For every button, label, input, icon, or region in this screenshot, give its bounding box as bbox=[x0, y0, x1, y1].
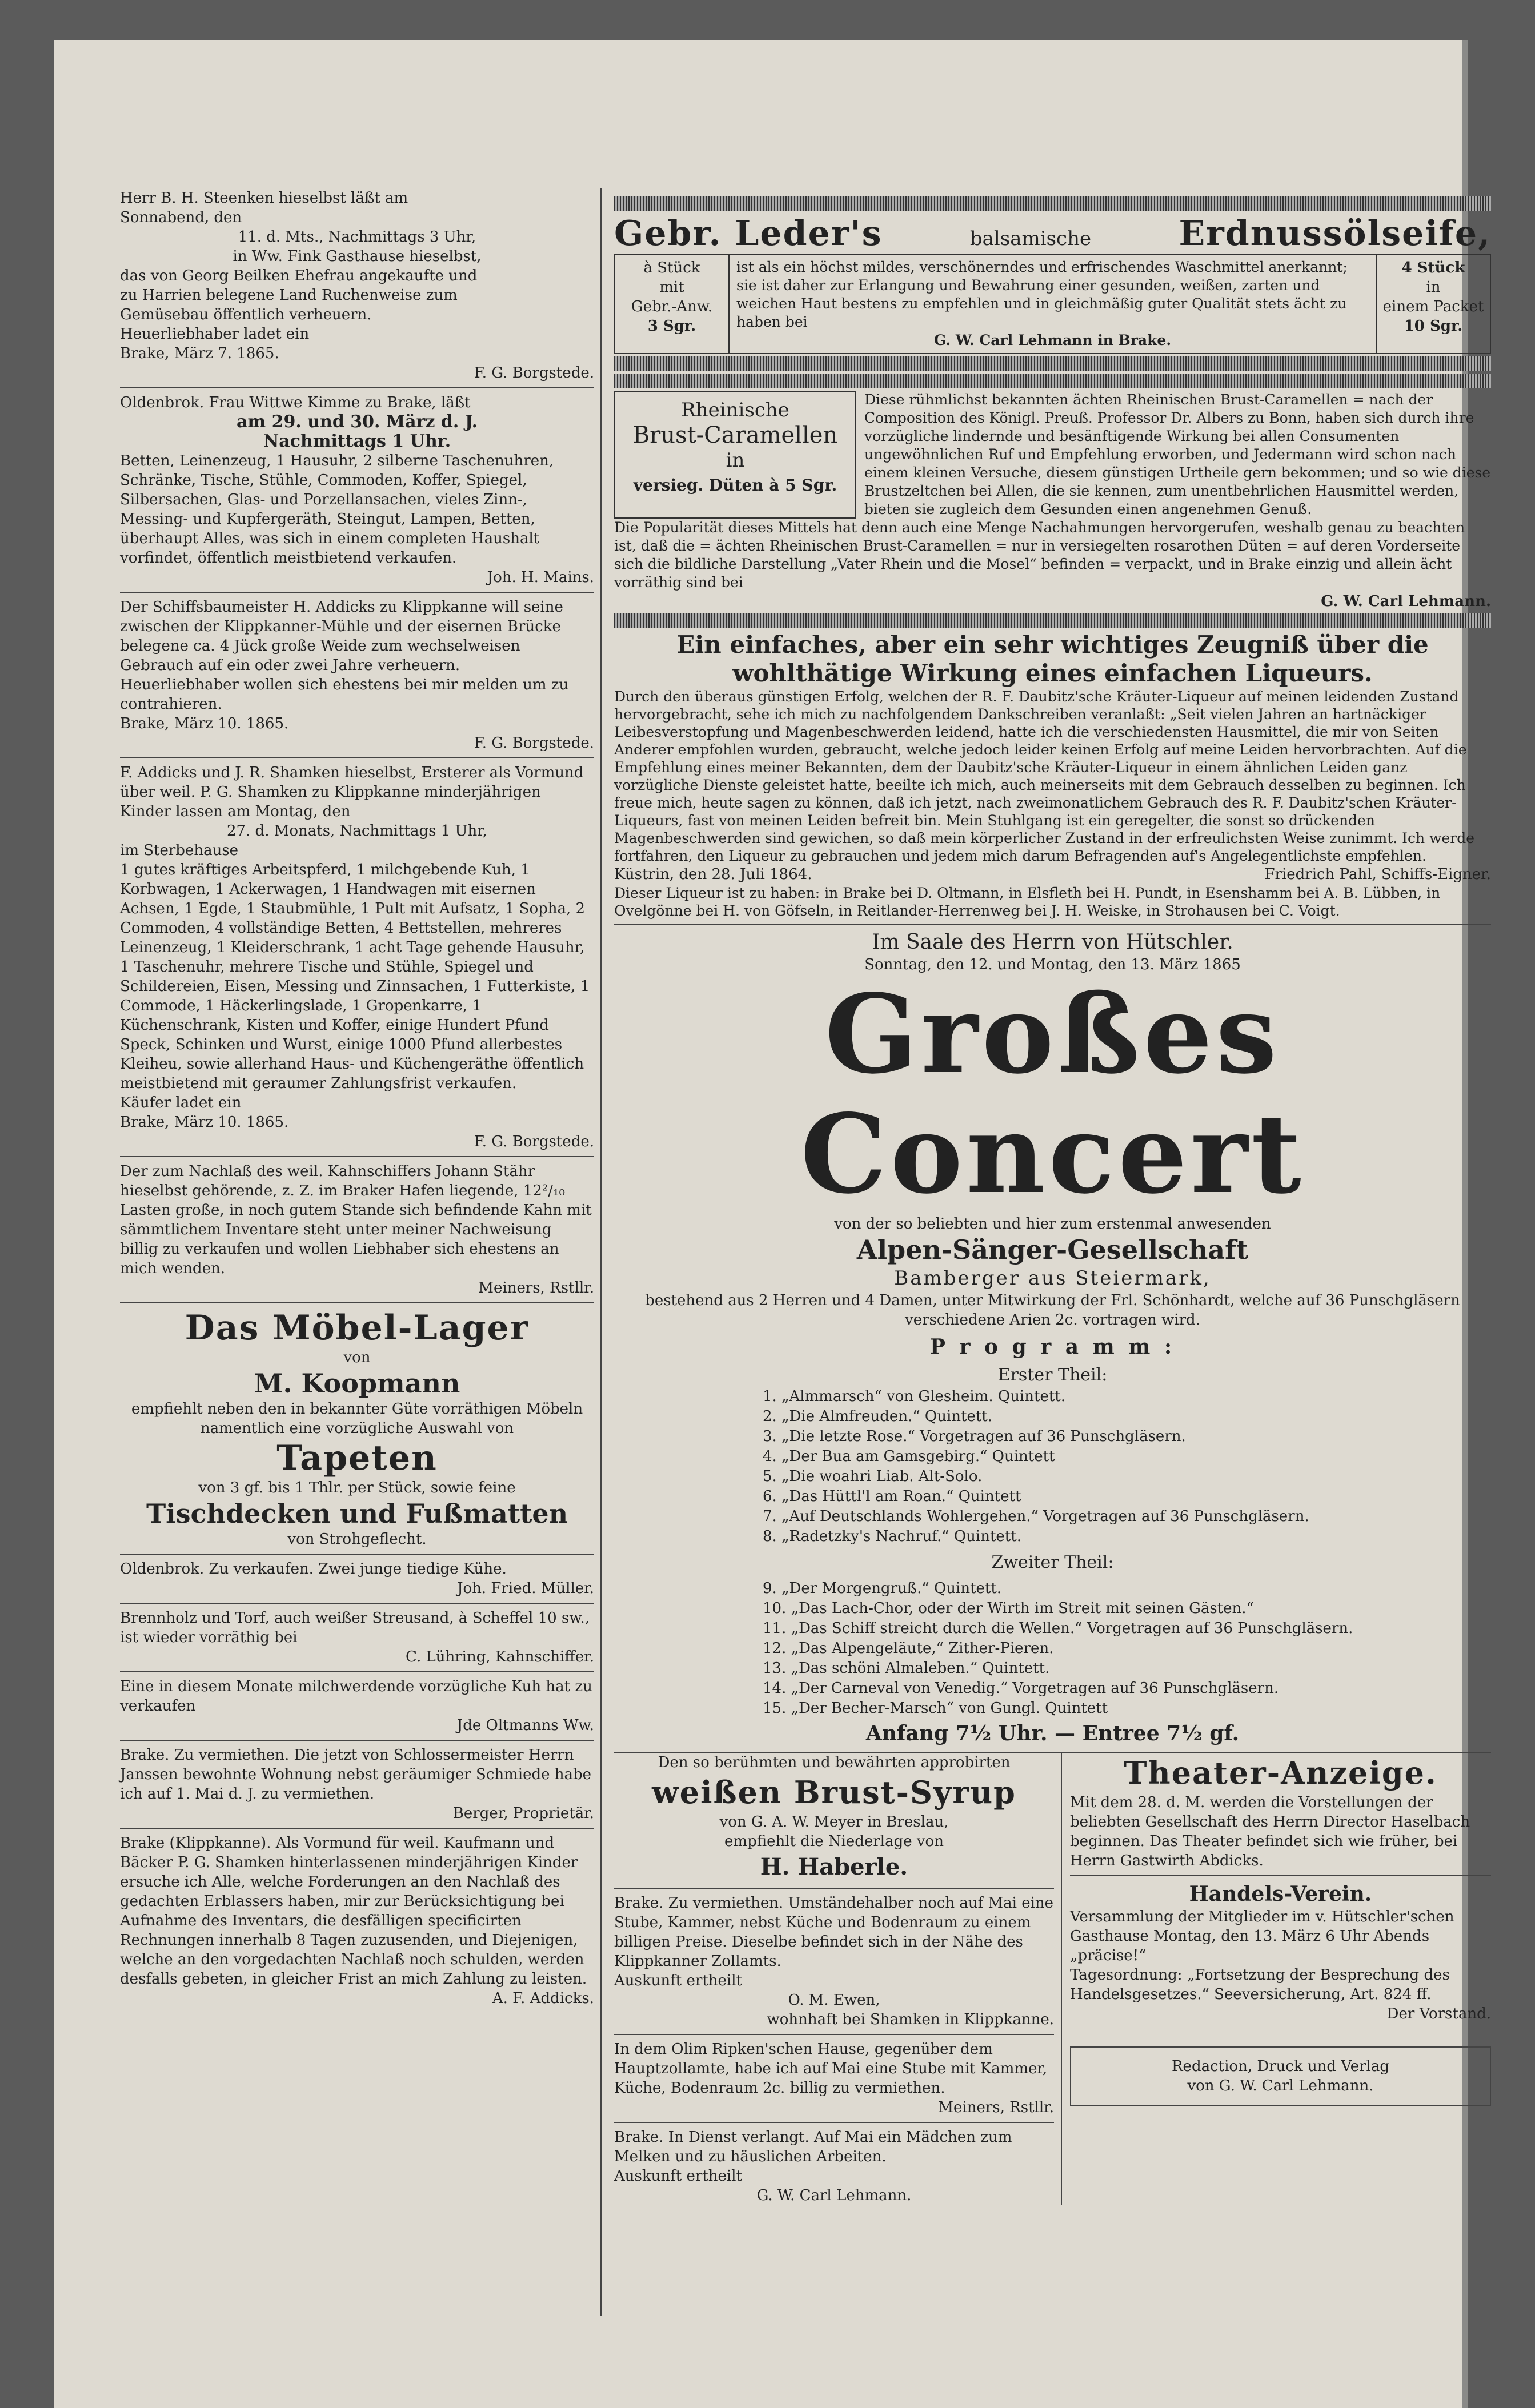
box-line: 10 Sgr. bbox=[1404, 318, 1463, 335]
program-item: 14. „Der Carneval von Venedig.“ Vorgetragen auf 36 Punschgläsern. bbox=[763, 1680, 1279, 1697]
program-item: 2. „Die Almfreuden.“ Quintett. bbox=[763, 1408, 992, 1425]
ad-body: Der Schiffsbaumeister H. Addicks zu Klippkanne will seine zwischen der Klippkanner-Mühle und der eisernen Brücke belegene ca. 4 Jück große Weide zum wechselweisen Gebrauch auf ein oder zwei Jahre verheuern. bbox=[120, 599, 563, 674]
ad-body: Versammlung der Mitglieder im v. Hütschler'schen Gasthause Montag, den 13. März 6 Uhr Abends „präcise!“ bbox=[1070, 1908, 1454, 1964]
concert-part1-title: Erster Theil: bbox=[997, 1365, 1108, 1385]
caramellen-box bbox=[614, 391, 856, 519]
ad-dienst bbox=[614, 2128, 1054, 2205]
ad-signature: F. G. Borgstede. bbox=[474, 364, 594, 382]
ad-title: Das Möbel-Lager bbox=[185, 1308, 530, 1348]
ad-signature: Berger, Proprietär. bbox=[452, 1805, 594, 1822]
ad-body: Betten, Leinenzeug, 1 Hausuhr, 2 silberne Taschenuhren, Schränke, Tische, Stühle, Commoden, Koffer, Spiegel, Silbersachen, Glas- und Porzellansachen, vieles Zinn-, Messing- und Kupfergeräth, Steingut, Lampen, Betten, überhaupt Alles, was sich in einem completen Haushalt vorfindet, öffentlich meistbietend verkaufen. bbox=[120, 452, 554, 567]
concert-line: von der so beliebten und hier zum erstenmal anwesenden bbox=[834, 1215, 1271, 1233]
ad-body: Brake. Zu vermiethen. Umständehalber noch auf Mai eine Stube, Kammer, nebst Küche und Bodenraum zu einem billigen Preise. Dieselbe befindet sich in der Nähe des Klippkanner Zollamts. bbox=[614, 1895, 1054, 1970]
box-line: 3 Sgr. bbox=[647, 318, 696, 335]
left-column bbox=[120, 188, 594, 2008]
column-divider bbox=[600, 188, 602, 2316]
leder-subtitle: balsamische bbox=[969, 227, 1092, 250]
leder-price-box-left bbox=[615, 255, 730, 353]
concert-venue: Im Saale des Herrn von Hütschler. bbox=[872, 930, 1233, 954]
bottom-right bbox=[1062, 1753, 1491, 2205]
ad-signature: wohnhaft bei Shamken in Klippkanne. bbox=[767, 2011, 1054, 2028]
leder-seller: G. W. Carl Lehmann in Brake. bbox=[933, 332, 1172, 348]
program-item: 4. „Der Bua am Gamsgebirg.“ Quintett bbox=[763, 1448, 1055, 1465]
ad-line: von 3 gf. bis 1 Thlr. per Stück, sowie feine bbox=[198, 1479, 516, 1496]
ad-separator bbox=[120, 1156, 594, 1157]
box-line: mit bbox=[659, 279, 684, 296]
ad-body: Die Popularität dieses Mittels hat denn auch eine Menge Nachahmungen hervorgerufen, weshalb genau zu beachten ist, daß die = ächten Rheinischen Brust-Caramellen = nur in versiegelten rosarothen Düten = auf deren Vorderseite sich die bildliche Darstellung „Vater Rhein und die Mosel“ befinden = verpackt, und in Brake einzig und allein ächt vorräthig sind bei bbox=[614, 519, 1465, 591]
caramellen-body: Diese rühmlichst bekannten ächten Rheinischen Brust-Caramellen = nach der Composition des Königl. Preuß. Professor Dr. Albers zu Bonn, haben sich durch ihre vorzügliche lindernde und besänftigende Wirkung bei allen Consumenten ungewöhnlichen Ruf und Empfehlung erworben, und Jedermann wird schon nach einem kleinen Versuche, diesem günstigen Urtheile gern bekommen; und so wie diese Brustzeltchen bei Allen, die sie kennen, zum unentbehrlichen Hausmittel werden, bieten sie zugleich dem Gesunden einen angenehmen Genuß. bbox=[864, 391, 1491, 517]
ad-separator bbox=[614, 2034, 1054, 2035]
ad-signature: O. M. Ewen, bbox=[788, 1992, 880, 2009]
ad-signature: G. W. Carl Lehmann. bbox=[756, 2187, 912, 2204]
ad-signature: G. W. Carl Lehmann. bbox=[1321, 593, 1491, 610]
ad-leder-body bbox=[614, 254, 1491, 354]
program-item: 7. „Auf Deutschlands Wohlergehen.“ Vorgetragen auf 36 Punschgläsern. bbox=[763, 1508, 1309, 1525]
ad-body: Brake. Zu vermiethen. Die jetzt von Schlossermeister Herrn Janssen bewohnte Wohnung nebst geräumiger Schmiede habe ich auf 1. Mai d. J. zu vermiethen. bbox=[120, 1747, 592, 1803]
ad-signature: Der Vorstand. bbox=[1386, 2005, 1491, 2022]
ad-signature: Jde Oltmanns Ww. bbox=[456, 1717, 594, 1734]
box-line: à Stück bbox=[643, 259, 700, 276]
ad-body: Heuerliebhaber wollen sich ehestens bei mir melden um zu contrahieren. bbox=[120, 676, 569, 713]
ad-separator bbox=[120, 757, 594, 758]
ad-signature: C. Lühring, Kahnschiffer. bbox=[406, 1648, 594, 1665]
ad-signature: A. F. Addicks. bbox=[492, 1990, 594, 2007]
ad-separator bbox=[120, 1603, 594, 1604]
ad-line: empfiehlt die Niederlage von bbox=[724, 1833, 944, 1850]
ad-syrup bbox=[614, 1753, 1054, 1883]
ad-line: zu Harrien belegene Land Ruchenweise zum bbox=[120, 287, 458, 304]
ad-body: Käufer ladet ein bbox=[120, 1094, 242, 1111]
ad-body: Brennholz und Torf, auch weißer Streusand, à Scheffel 10 sw., ist wieder vorräthig bei bbox=[120, 1610, 590, 1646]
ad-body: Durch den überaus günstigen Erfolg, welchen der R. F. Daubitz'sche Kräuter-Liqueur auf meinen leidenden Zustand hervorgebracht, sehe ich mich zu nachfolgendem Dankschreiben veranlaßt: „Seit vielen Jahren an hartnäckiger Leibesverstopfung und Magenbeschwerden leidend, hatte ich die verschiedensten Hausmittel, die mir von Seiten Anderer empfohlen wurden, gebraucht, welche jedoch leider keinen Erfolg auf meine Leiden hervorbrachten. Auf die Empfehlung eines meiner Bekannten, dem der Daubitz'sche Kräuter-Liqueur in einem ähnlichen Leiden ganz vorzügliche Dienste geleistet hatte, beeilte ich mich, auch meinerseits mit dem Gebrauch desselben zu beginnen. Ich freue mich, heute sagen zu können, daß ich jetzt, nach zweimonatlichem Gebrauch des R. F. Daubitz'schen Kräuter-Liqueurs, fast von meinen Leiden befreit bin. Mein Stuhlgang ist ein geregelter, die sonst so drückenden Magenbeschwerden sind gewichen, so daß mein körperlicher Zustand in der erfreulichsten Weise zunimmt. Ich werde fortfahren, den Liqueur zu gebrauchen und jedem mich darum Befragenden auf's Angelegentlichste empfehlen. bbox=[614, 688, 1475, 864]
ad-tapeten: Tapeten bbox=[276, 1438, 438, 1478]
ad-body: F. Addicks und J. R. Shamken hieselbst, Ersterer als Vormund über weil. P. G. Shamken zu Klippkanne minderjährigen Kinder lassen am Montag, den bbox=[120, 764, 584, 820]
ad-line: Brake, März 7. 1865. bbox=[120, 345, 279, 362]
ad-title: weißen Brust-Syrup bbox=[652, 1774, 1016, 1811]
ad-addicks-weide bbox=[120, 597, 594, 753]
bottom-left bbox=[614, 1753, 1062, 2205]
box-line: einem Packet bbox=[1382, 298, 1484, 315]
ad-moebel-lager bbox=[120, 1308, 594, 1549]
ad-separator bbox=[120, 1828, 594, 1829]
ad-intro: Oldenbrok. Frau Wittwe Kimme zu Brake, läßt bbox=[120, 394, 471, 411]
ad-signature: F. G. Borgstede. bbox=[474, 735, 594, 752]
ad-seller: H. Haberle. bbox=[760, 1853, 908, 1880]
ad-mueller bbox=[120, 1559, 594, 1598]
ad-line: das von Georg Beilken Ehefrau angekaufte und bbox=[120, 267, 478, 284]
ad-berger bbox=[120, 1745, 594, 1823]
concert-footer: Anfang 7½ Uhr. — Entree 7½ gf. bbox=[865, 1721, 1240, 1745]
ad-date: Brake, März 10. 1865. bbox=[120, 1114, 289, 1131]
ad-separator bbox=[120, 1671, 594, 1672]
bottom-split bbox=[614, 1752, 1491, 2205]
ad-body: Mit dem 28. d. M. werden die Vorstellungen der beliebten Gesellschaft des Herrn Director Haselbach beginnen. Das Theater befindet sich wie früher, bei Herrn Gastwirth Abdicks. bbox=[1070, 1794, 1470, 1869]
hatch-rule bbox=[614, 196, 1491, 211]
ad-separator bbox=[120, 1740, 594, 1741]
ad-separator bbox=[614, 924, 1491, 925]
concert-dates: Sonntag, den 12. und Montag, den 13. März 1865 bbox=[864, 956, 1241, 973]
box-line: versieg. Düten à 5 Sgr. bbox=[633, 476, 837, 495]
ad-line: Sonnabend, den bbox=[120, 209, 242, 226]
ad-addicks-nachlass bbox=[120, 1833, 594, 2008]
ad-separator bbox=[1070, 1875, 1491, 1876]
caramellen-more bbox=[614, 519, 1491, 611]
ad-body: In dem Olim Ripken'schen Hause, gegenüber dem Hauptzollamte, habe ich auf Mai eine Stube mit Kammer, Küche, Bodenraum 2c. billig zu vermiethen. bbox=[614, 2041, 1048, 2097]
ad-body: Brake. In Dienst verlangt. Auf Mai ein Mädchen zum Melken und zu häuslichen Arbeiten. bbox=[614, 2129, 1012, 2165]
ad-oltmanns bbox=[120, 1677, 594, 1735]
ad-title: Theater-Anzeige. bbox=[1124, 1755, 1437, 1791]
ad-body: Auskunft ertheilt bbox=[614, 1972, 742, 1989]
ad-body: Der zum Nachlaß des weil. Kahnschiffers Johann Stähr hieselbst gehörende, z. Z. im Braker Hafen liegende, 12²/₁₀ Lasten große, in noch gutem Stande sich befindende Kahn mit sämmtlichem Inventare steht unter meiner Nachweisung billig zu verkaufen und wollen Liebhaber sich ehestens an mich wenden. bbox=[120, 1163, 592, 1277]
ad-separator bbox=[614, 2122, 1054, 2123]
ad-body: empfiehlt neben den in bekannter Güte vorräthigen Möbeln namentlich eine vorzügliche Auswahl von bbox=[131, 1400, 583, 1437]
hatch-rule bbox=[614, 356, 1491, 371]
imprint-line: Redaction, Druck und Verlag bbox=[1171, 2058, 1390, 2075]
ad-steenken bbox=[120, 188, 594, 383]
leder-product: Erdnussölseife, bbox=[1179, 214, 1491, 254]
ad-body: Dieser Liqueur ist zu haben: in Brake bei D. Oltmann, in Elsfleth bei H. Pundt, in Esenshamm bei A. B. Lübben, in Ovelgönne bei H. von Göfseln, in Reitlander-Herrenweg bei J. H. Weiske, in Strohausen bei C. Voigt. bbox=[614, 885, 1441, 919]
ad-ripken bbox=[614, 2040, 1054, 2117]
ad-body: Tagesordnung: „Fortsetzung der Besprechung des Handelsgesetzes.“ Seeversicherung, Art. 824 ff. bbox=[1070, 1966, 1450, 2003]
concert-part1-list bbox=[614, 1387, 1491, 1547]
program-item: 3. „Die letzte Rose.“ Vorgetragen auf 36 Punschgläsern. bbox=[763, 1428, 1186, 1445]
ad-body: Oldenbrok. Zu verkaufen. Zwei junge tiedige Kühe. bbox=[120, 1560, 507, 1578]
program-item: 13. „Das schöni Almaleben.“ Quintett. bbox=[763, 1660, 1050, 1677]
ad-ewen bbox=[614, 1893, 1054, 2029]
box-line: in bbox=[1426, 279, 1441, 296]
program-item: 6. „Das Hüttl'l am Roan.“ Quintett bbox=[763, 1488, 1021, 1505]
ad-separator bbox=[120, 387, 594, 388]
ad-signature: Meiners, Rstllr. bbox=[938, 2099, 1054, 2116]
ad-separator bbox=[614, 1888, 1054, 1889]
ad-line: 11. d. Mts., Nachmittags 3 Uhr, bbox=[238, 228, 476, 246]
ad-date: am 29. und 30. März d. J. bbox=[236, 412, 478, 432]
concert-part2-title: Zweiter Theil: bbox=[991, 1552, 1114, 1572]
ad-stahr bbox=[120, 1162, 594, 1298]
concert-title: Großes Concert bbox=[800, 970, 1305, 1218]
ad-line: in Ww. Fink Gasthause hieselbst, bbox=[233, 248, 482, 265]
concert-details: bestehend aus 2 Herren und 4 Damen, unter Mitwirkung der Frl. Schönhardt, welche auf 36 Punschgläsern verschiedene Arien 2c. vortragen wird. bbox=[645, 1292, 1460, 1329]
ad-date: Brake, März 10. 1865. bbox=[120, 715, 289, 732]
ad-title: Handels-Verein. bbox=[1189, 1882, 1372, 1906]
ad-place: im Sterbehause bbox=[120, 842, 239, 859]
ad-time: Nachmittags 1 Uhr. bbox=[263, 431, 451, 451]
program-item: 5. „Die woahri Liab. Alt-Solo. bbox=[763, 1468, 983, 1485]
program-item: 8. „Radetzky's Nachruf.“ Quintett. bbox=[763, 1528, 1021, 1545]
ad-intro: Den so berühmten und bewährten approbirten bbox=[658, 1754, 1011, 1771]
ad-leder-title bbox=[614, 214, 1491, 254]
program-item: 11. „Das Schiff streicht durch die Wellen.“ Vorgetragen auf 36 Punschgläsern. bbox=[763, 1620, 1353, 1637]
box-line: in bbox=[726, 449, 745, 472]
ad-caramellen bbox=[614, 391, 1491, 519]
ad-signature: Meiners, Rstllr. bbox=[478, 1279, 594, 1297]
ad-separator bbox=[120, 1554, 594, 1555]
ad-separator bbox=[120, 1302, 594, 1303]
imprint-box bbox=[1070, 2046, 1491, 2106]
concert-programm: P r o g r a m m : bbox=[929, 1335, 1176, 1359]
ad-signer: Friedrich Pahl, Schiffs-Eigner. bbox=[1264, 866, 1491, 883]
program-item: 15. „Der Becher-Marsch“ von Gungl. Quintett bbox=[763, 1700, 1108, 1717]
ad-name: M. Koopmann bbox=[254, 1368, 460, 1399]
ad-separator bbox=[120, 592, 594, 593]
program-item: 12. „Das Alpengeläute,“ Zither-Pieren. bbox=[763, 1640, 1054, 1657]
ad-maker: von G. A. W. Meyer in Breslau, bbox=[719, 1813, 949, 1831]
box-line: Rheinische bbox=[681, 399, 789, 422]
ad-body: Brake (Klippkanne). Als Vormund für weil. Kaufmann und Bäcker P. G. Shamken hinterlassenen minderjährigen Kinder ersuche ich Alle, welche Forderungen an den Nachlaß des gedachten Erblassers haben, mir zur Berücksichtigung bei Aufnahme des Inventars, die desfälligen specificirten Rechnungen innerhalb 8 Tagen zuzusenden, und Diejenigen, welche an den vorgedachten Nachlaß noch schulden, werden desfalls gebeten, in gleicher Frist an mich Zahlung zu leisten. bbox=[120, 1835, 587, 1988]
box-line: 4 Stück bbox=[1401, 259, 1465, 276]
leder-price-box-right bbox=[1376, 255, 1490, 353]
program-item: 9. „Der Morgengruß.“ Quintett. bbox=[763, 1580, 1002, 1597]
ad-line bbox=[614, 865, 1491, 884]
ad-date: 27. d. Monats, Nachmittags 1 Uhr, bbox=[226, 822, 488, 840]
right-column bbox=[614, 194, 1491, 2205]
ad-kimme bbox=[120, 393, 594, 587]
ad-signature: F. G. Borgstede. bbox=[474, 1133, 594, 1150]
ad-line: von Strohgeflecht. bbox=[287, 1531, 427, 1548]
ad-body: Auskunft ertheilt bbox=[614, 2168, 742, 2185]
ad-line: von bbox=[343, 1349, 371, 1366]
leder-text bbox=[730, 255, 1376, 353]
ad-signature: Joh. H. Mains. bbox=[487, 569, 594, 586]
ad-items: 1 gutes kräftiges Arbeitspferd, 1 milchgebende Kuh, 1 Korbwagen, 1 Ackerwagen, 1 Handwagen mit eisernen Achsen, 1 Egde, 1 Staubmühle, 1 Pult mit Aufsatz, 1 Sopha, 2 Commoden, 4 vollständige Betten, 4 Bettstellen, mehreres Leinenzeug, 1 Kleiderschrank, 1 acht Tage gehende Hausuhr, 1 Taschenuhr, mehrere Tische und Stühle, Spiegel und Schildereien, Eisen, Messing und Zinnsachen, 1 Futterkiste, 1 Commode, 1 Häckerlingslade, 1 Gropenkarre, 1 Küchenschrank, Kisten und Koffer, einige Hundert Pfund Speck, Schinken und Wurst, einige 1000 Pfund allerbestes Kleiheu, sowie allerhand Haus- und Küchengeräthe öffentlich meistbietend mit geraumer Zahlungsfrist verkaufen. bbox=[120, 861, 590, 1092]
ad-handelsverein bbox=[1070, 1881, 1491, 2024]
imprint-line: von G. W. Carl Lehmann. bbox=[1187, 2077, 1374, 2094]
ad-theater bbox=[1070, 1753, 1491, 1871]
ad-luehring bbox=[120, 1608, 594, 1667]
ad-title: Ein einfaches, aber ein sehr wichtiges Zeugniß über die wohlthätige Wirkung eines einfachen Liqueurs. bbox=[676, 631, 1429, 687]
leder-body: ist als ein höchst mildes, verschönerndes und erfrischendes Waschmittel anerkannt; sie ist daher zur Erlangung und Bewahrung einer gesunden, weißen, zarten und weichen Haut bestens zu empfehlen und in gleichmäßig guter Qualität stets ächt zu haben bei bbox=[736, 259, 1348, 330]
ad-shamken bbox=[120, 763, 594, 1151]
ad-body: Eine in diesem Monate milchwerdende vorzügliche Kuh hat zu verkaufen bbox=[120, 1678, 592, 1715]
concert-group: Alpen-Sänger-Gesellschaft bbox=[856, 1234, 1249, 1265]
leder-brand: Gebr. Leder's bbox=[614, 214, 883, 254]
concert-origin: Bamberger aus Steiermark, bbox=[894, 1267, 1211, 1290]
ad-zeugniss bbox=[614, 631, 1491, 920]
ad-concert bbox=[614, 930, 1491, 1387]
program-item: 10. „Das Lach-Chor, oder der Wirth im Streit mit seinen Gästen.“ bbox=[763, 1600, 1254, 1617]
ad-line: Heuerliebhaber ladet ein bbox=[120, 326, 310, 343]
box-line: Gebr.-Anw. bbox=[631, 298, 713, 315]
hatch-rule bbox=[614, 374, 1491, 388]
ad-line: Gemüsebau öffentlich verheuern. bbox=[120, 306, 372, 323]
concert-part2-list bbox=[614, 1579, 1491, 1719]
ad-place-date: Küstrin, den 28. Juli 1864. bbox=[614, 866, 812, 883]
ad-tischdecken: Tischdecken und Fußmatten bbox=[146, 1498, 568, 1529]
ad-signature: Joh. Fried. Müller. bbox=[457, 1580, 594, 1597]
ad-line: Herr B. H. Steenken hieselbst läßt am bbox=[120, 190, 408, 207]
box-line: Brust-Caramellen bbox=[632, 422, 838, 448]
hatch-rule bbox=[614, 613, 1491, 628]
program-item: 1. „Almmarsch“ von Glesheim. Quintett. bbox=[763, 1388, 1065, 1405]
